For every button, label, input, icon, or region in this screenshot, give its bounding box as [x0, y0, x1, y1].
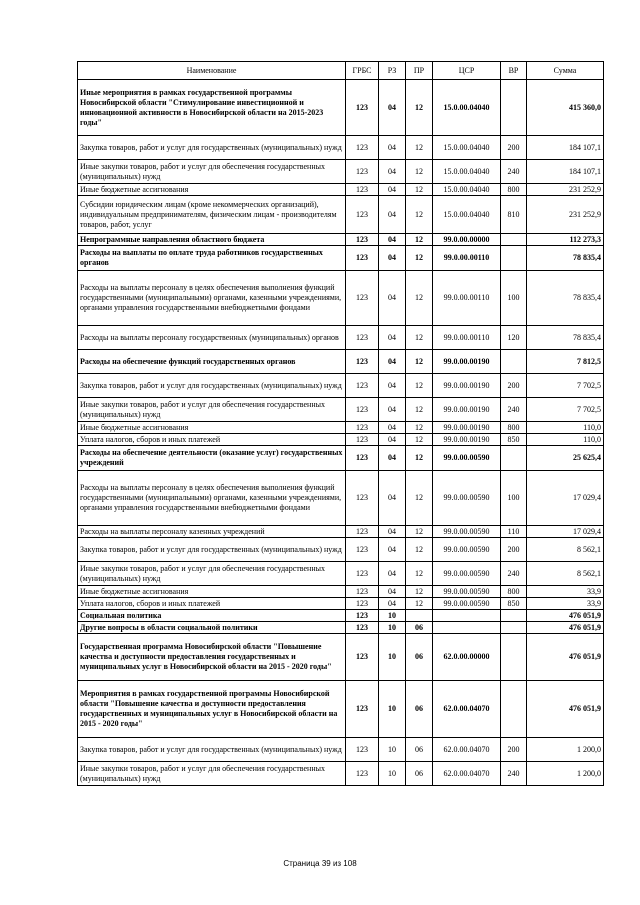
row-sum: 8 562,1 [527, 538, 604, 562]
row-rz: 10 [379, 681, 406, 738]
row-rz: 04 [379, 184, 406, 196]
row-rz: 04 [379, 398, 406, 422]
row-rz: 04 [379, 196, 406, 234]
row-pr: 12 [406, 538, 433, 562]
row-csr: 15.0.00.04040 [433, 160, 501, 184]
row-vr [501, 622, 527, 634]
row-csr: 99.0.00.00590 [433, 538, 501, 562]
row-rz: 04 [379, 434, 406, 446]
row-grbs: 123 [346, 538, 379, 562]
row-pr: 12 [406, 422, 433, 434]
row-pr: 12 [406, 562, 433, 586]
row-name: Субсидии юридическим лицам (кроме некоммерческих организаций), индивидуальным предпринимателям, физическим лицам - производителям товаров, работ, услуг [78, 196, 346, 234]
row-name: Уплата налогов, сборов и иных платежей [78, 598, 346, 610]
row-pr: 12 [406, 196, 433, 234]
table-row [78, 350, 604, 374]
table-row [78, 538, 604, 562]
row-sum: 78 835,4 [527, 271, 604, 326]
row-pr: 06 [406, 622, 433, 634]
row-name: Расходы на выплаты персоналу в целях обеспечения выполнения функций государственными (муниципальными) органами, казенными учреждениями, органами управления государственными внебюджетными фондами [78, 471, 346, 526]
row-vr: 200 [501, 738, 527, 762]
row-rz: 04 [379, 538, 406, 562]
row-sum: 78 835,4 [527, 326, 604, 350]
row-pr: 12 [406, 526, 433, 538]
row-pr: 12 [406, 160, 433, 184]
row-name: Государственная программа Новосибирской области "Повышение качества и доступности предоставления государственных и муниципальных услуг в Новосибирской области на 2015 - 2020 годы" [78, 634, 346, 681]
row-csr: 99.0.00.00110 [433, 271, 501, 326]
row-rz: 04 [379, 160, 406, 184]
row-sum: 231 252,9 [527, 184, 604, 196]
row-pr: 12 [406, 434, 433, 446]
row-vr [501, 80, 527, 136]
row-grbs: 123 [346, 398, 379, 422]
page-number: Страница 39 из 108 [283, 859, 357, 868]
row-grbs: 123 [346, 350, 379, 374]
table-row [78, 422, 604, 434]
header-rz: РЗ [379, 62, 406, 80]
row-grbs: 123 [346, 434, 379, 446]
row-pr: 12 [406, 446, 433, 471]
header-pr: ПР [406, 62, 433, 80]
row-rz: 04 [379, 234, 406, 246]
row-name: Уплата налогов, сборов и иных платежей [78, 434, 346, 446]
header-vr: ВР [501, 62, 527, 80]
table-row [78, 738, 604, 762]
row-sum: 184 107,1 [527, 160, 604, 184]
row-vr: 200 [501, 374, 527, 398]
table-row [78, 446, 604, 471]
row-vr [501, 350, 527, 374]
row-csr: 62.0.00.04070 [433, 762, 501, 786]
table-row [78, 471, 604, 526]
row-vr: 200 [501, 136, 527, 160]
table-row [78, 526, 604, 538]
table-row [78, 434, 604, 446]
row-name: Иные закупки товаров, работ и услуг для обеспечения государственных (муниципальных) нужд [78, 562, 346, 586]
row-vr: 100 [501, 471, 527, 526]
table-row [78, 326, 604, 350]
row-name: Иные закупки товаров, работ и услуг для обеспечения государственных (муниципальных) нужд [78, 160, 346, 184]
table-row [78, 586, 604, 598]
table-row [78, 622, 604, 634]
row-grbs: 123 [346, 622, 379, 634]
row-name: Закупка товаров, работ и услуг для государственных (муниципальных) нужд [78, 538, 346, 562]
row-rz: 10 [379, 622, 406, 634]
row-grbs: 123 [346, 271, 379, 326]
row-vr: 850 [501, 434, 527, 446]
row-sum: 476 051,9 [527, 610, 604, 622]
row-pr: 12 [406, 246, 433, 271]
table-row [78, 136, 604, 160]
row-grbs: 123 [346, 184, 379, 196]
row-name: Иные бюджетные ассигнования [78, 422, 346, 434]
row-csr: 99.0.00.00190 [433, 398, 501, 422]
row-vr: 800 [501, 184, 527, 196]
row-sum: 8 562,1 [527, 562, 604, 586]
row-name: Закупка товаров, работ и услуг для государственных (муниципальных) нужд [78, 374, 346, 398]
budget-table [77, 61, 604, 786]
row-rz: 04 [379, 326, 406, 350]
row-name: Другие вопросы в области социальной политики [78, 622, 346, 634]
row-rz: 04 [379, 598, 406, 610]
row-name: Закупка товаров, работ и услуг для государственных (муниципальных) нужд [78, 136, 346, 160]
row-sum: 17 029,4 [527, 471, 604, 526]
row-grbs: 123 [346, 80, 379, 136]
row-grbs: 123 [346, 326, 379, 350]
row-vr: 810 [501, 196, 527, 234]
row-csr: 99.0.00.00590 [433, 526, 501, 538]
row-sum: 184 107,1 [527, 136, 604, 160]
table-row [78, 681, 604, 738]
table-row [78, 634, 604, 681]
row-pr: 12 [406, 271, 433, 326]
row-grbs: 123 [346, 762, 379, 786]
row-grbs: 123 [346, 160, 379, 184]
row-csr: 99.0.00.00190 [433, 422, 501, 434]
row-vr: 240 [501, 398, 527, 422]
row-rz: 04 [379, 246, 406, 271]
row-rz: 04 [379, 374, 406, 398]
row-csr [433, 610, 501, 622]
row-name: Иные бюджетные ассигнования [78, 586, 346, 598]
row-sum: 110,0 [527, 422, 604, 434]
row-vr: 200 [501, 538, 527, 562]
row-sum: 231 252,9 [527, 196, 604, 234]
header-csr: ЦСР [433, 62, 501, 80]
row-pr: 12 [406, 471, 433, 526]
row-csr: 99.0.00.00110 [433, 326, 501, 350]
row-pr: 12 [406, 234, 433, 246]
row-csr: 62.0.00.00000 [433, 634, 501, 681]
row-csr: 99.0.00.00590 [433, 446, 501, 471]
row-sum: 7 812,5 [527, 350, 604, 374]
row-grbs: 123 [346, 136, 379, 160]
row-csr: 99.0.00.00000 [433, 234, 501, 246]
row-csr: 99.0.00.00190 [433, 350, 501, 374]
row-name: Расходы на выплаты персоналу государственных (муниципальных) органов [78, 326, 346, 350]
row-vr [501, 234, 527, 246]
row-sum: 7 702,5 [527, 398, 604, 422]
row-sum: 476 051,9 [527, 622, 604, 634]
row-sum: 1 200,0 [527, 762, 604, 786]
table-row [78, 246, 604, 271]
row-vr [501, 610, 527, 622]
row-grbs: 123 [346, 610, 379, 622]
row-vr: 240 [501, 762, 527, 786]
row-pr: 12 [406, 184, 433, 196]
row-vr: 800 [501, 422, 527, 434]
row-sum: 78 835,4 [527, 246, 604, 271]
row-pr: 06 [406, 738, 433, 762]
row-csr: 99.0.00.00110 [433, 246, 501, 271]
row-name: Иные бюджетные ассигнования [78, 184, 346, 196]
table-row [78, 80, 604, 136]
row-grbs: 123 [346, 738, 379, 762]
row-sum: 33,9 [527, 586, 604, 598]
row-csr: 62.0.00.04070 [433, 738, 501, 762]
row-pr: 12 [406, 136, 433, 160]
row-grbs: 123 [346, 196, 379, 234]
table-row [78, 762, 604, 786]
row-name: Расходы на обеспечение деятельности (оказание услуг) государственных учреждений [78, 446, 346, 471]
row-vr: 850 [501, 598, 527, 610]
row-sum: 17 029,4 [527, 526, 604, 538]
row-pr: 06 [406, 762, 433, 786]
row-vr: 110 [501, 526, 527, 538]
row-name: Мероприятия в рамках государственной программы Новосибирской области "Повышение качества и доступности предоставления государственных и муниципальных услуг в Новосибирской области на 2015 - 2020 годы" [78, 681, 346, 738]
row-rz: 10 [379, 610, 406, 622]
row-csr: 15.0.00.04040 [433, 184, 501, 196]
row-rz: 04 [379, 471, 406, 526]
row-grbs: 123 [346, 446, 379, 471]
row-csr: 99.0.00.00190 [433, 374, 501, 398]
row-grbs: 123 [346, 681, 379, 738]
row-sum: 110,0 [527, 434, 604, 446]
row-grbs: 123 [346, 598, 379, 610]
row-name: Расходы на выплаты по оплате труда работников государственных органов [78, 246, 346, 271]
row-rz: 04 [379, 586, 406, 598]
table-row [78, 398, 604, 422]
row-rz: 04 [379, 562, 406, 586]
table-row [78, 160, 604, 184]
row-csr: 99.0.00.00590 [433, 562, 501, 586]
row-sum: 476 051,9 [527, 634, 604, 681]
row-vr [501, 681, 527, 738]
row-vr: 120 [501, 326, 527, 350]
row-rz: 04 [379, 271, 406, 326]
row-grbs: 123 [346, 246, 379, 271]
row-pr: 12 [406, 586, 433, 598]
row-csr: 62.0.00.04070 [433, 681, 501, 738]
row-rz: 10 [379, 762, 406, 786]
row-grbs: 123 [346, 234, 379, 246]
row-grbs: 123 [346, 634, 379, 681]
table-row [78, 610, 604, 622]
row-sum: 7 702,5 [527, 374, 604, 398]
row-sum: 112 273,3 [527, 234, 604, 246]
row-vr [501, 634, 527, 681]
row-pr: 12 [406, 80, 433, 136]
row-name: Иные мероприятия в рамках государственной программы Новосибирской области "Стимулирование инвестиционной и инновационной активности в Новосибирской области на 2015-2023 годы" [78, 80, 346, 136]
row-vr: 800 [501, 586, 527, 598]
row-rz: 10 [379, 738, 406, 762]
row-vr: 240 [501, 160, 527, 184]
table-row [78, 598, 604, 610]
row-csr: 15.0.00.04040 [433, 80, 501, 136]
row-rz: 04 [379, 422, 406, 434]
header-grbs: ГРБС [346, 62, 379, 80]
row-grbs: 123 [346, 422, 379, 434]
row-csr: 15.0.00.04040 [433, 196, 501, 234]
header-name: Наименование [78, 62, 346, 80]
row-name: Социальная политика [78, 610, 346, 622]
row-grbs: 123 [346, 374, 379, 398]
row-pr: 12 [406, 326, 433, 350]
table-row [78, 562, 604, 586]
row-sum: 1 200,0 [527, 738, 604, 762]
row-grbs: 123 [346, 471, 379, 526]
row-csr: 99.0.00.00190 [433, 434, 501, 446]
row-rz: 04 [379, 136, 406, 160]
table-row [78, 271, 604, 326]
row-pr: 12 [406, 598, 433, 610]
row-vr: 100 [501, 271, 527, 326]
row-csr: 99.0.00.00590 [433, 586, 501, 598]
row-vr: 240 [501, 562, 527, 586]
row-name: Иные закупки товаров, работ и услуг для обеспечения государственных (муниципальных) нужд [78, 762, 346, 786]
row-name: Иные закупки товаров, работ и услуг для обеспечения государственных (муниципальных) нужд [78, 398, 346, 422]
row-pr [406, 610, 433, 622]
row-rz: 04 [379, 446, 406, 471]
row-pr: 12 [406, 350, 433, 374]
row-name: Непрограммные направления областного бюджета [78, 234, 346, 246]
row-sum: 25 625,4 [527, 446, 604, 471]
table-body [78, 80, 604, 786]
row-grbs: 123 [346, 526, 379, 538]
row-vr [501, 446, 527, 471]
row-csr: 99.0.00.00590 [433, 598, 501, 610]
row-csr: 15.0.00.04040 [433, 136, 501, 160]
table-row [78, 196, 604, 234]
row-sum: 415 360,0 [527, 80, 604, 136]
row-name: Расходы на выплаты персоналу в целях обеспечения выполнения функций государственными (муниципальными) органами, казенными учреждениями, органами управления государственными внебюджетными фондами [78, 271, 346, 326]
row-pr: 12 [406, 374, 433, 398]
row-rz: 04 [379, 350, 406, 374]
row-name: Расходы на обеспечение функций государственных органов [78, 350, 346, 374]
table-header-row [78, 62, 604, 80]
row-grbs: 123 [346, 586, 379, 598]
row-name: Закупка товаров, работ и услуг для государственных (муниципальных) нужд [78, 738, 346, 762]
row-rz: 04 [379, 526, 406, 538]
table-row [78, 374, 604, 398]
row-pr: 06 [406, 681, 433, 738]
table-row [78, 184, 604, 196]
header-sum: Сумма [527, 62, 604, 80]
row-rz: 04 [379, 80, 406, 136]
row-name: Расходы на выплаты персоналу казенных учреждений [78, 526, 346, 538]
row-pr: 06 [406, 634, 433, 681]
row-csr: 99.0.00.00590 [433, 471, 501, 526]
row-vr [501, 246, 527, 271]
row-sum: 476 051,9 [527, 681, 604, 738]
row-grbs: 123 [346, 562, 379, 586]
row-pr: 12 [406, 398, 433, 422]
row-rz: 10 [379, 634, 406, 681]
table-row [78, 234, 604, 246]
row-csr [433, 622, 501, 634]
row-sum: 33,9 [527, 598, 604, 610]
